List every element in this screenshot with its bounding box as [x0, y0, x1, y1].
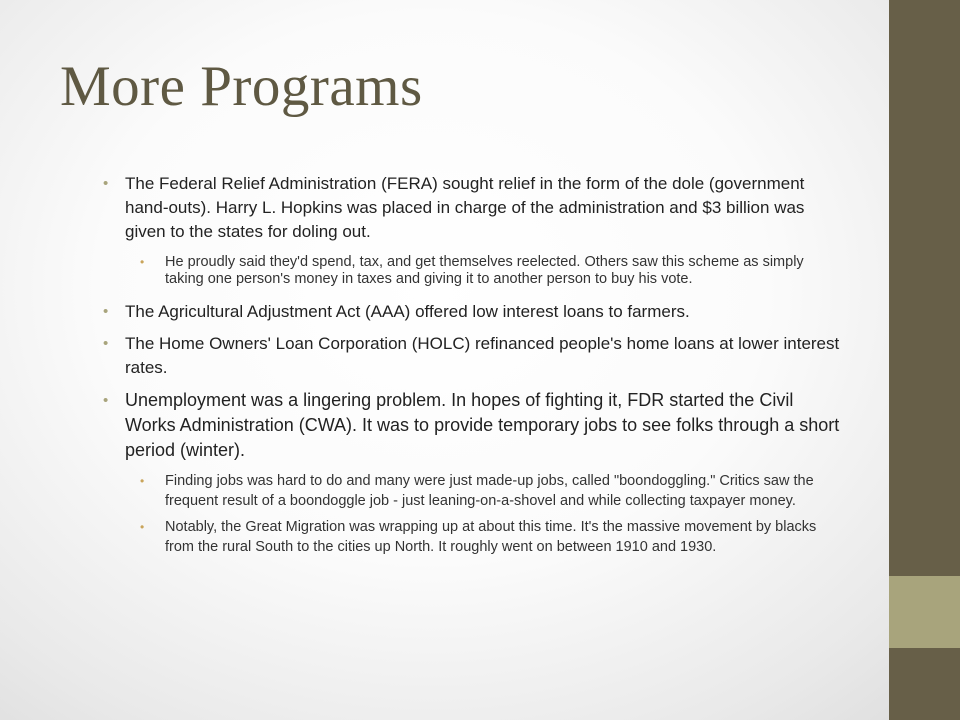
sub-bullet-text: He proudly said they'd spend, tax, and get themselves reelected. Others saw this scheme as simply taking one person's money in taxes and giving it to another person to buy his vote. [165, 254, 804, 287]
sub-bullet-text: Finding jobs was hard to do and many were just made-up jobs, called "boondoggling." Critics saw the frequent result of a boondoggle job - just leaning-on-a-shovel and while collecting taxpayer money. [165, 473, 814, 509]
bullet-icon: • [103, 175, 109, 192]
bullet-holc [103, 332, 843, 380]
bullet-text: The Home Owners' Loan Corporation (HOLC) refinanced people's home loans at lower interest rates. [125, 334, 840, 377]
sub-bullet-list [125, 254, 843, 288]
bullet-fera [103, 172, 843, 288]
bullet-list [103, 172, 843, 557]
sidebar-accent-band [889, 576, 960, 648]
bullet-icon: • [140, 520, 145, 534]
sub-bullet-great-migration [103, 517, 843, 557]
sub-bullet-list [125, 471, 843, 557]
bullet-text: The Agricultural Adjustment Act (AAA) offered low interest loans to farmers. [125, 302, 690, 321]
bullet-icon: • [140, 255, 145, 269]
sub-bullet-text: Notably, the Great Migration was wrapping up at about this time. It's the massive movement by blacks from the rural South to the cities up North. It roughly went on between 1910 and 1930. [165, 519, 817, 555]
sub-bullet-reelected [103, 254, 843, 288]
slide-title: More Programs [60, 55, 423, 118]
bullet-aaa [103, 300, 843, 324]
bullet-cwa [103, 388, 843, 557]
bullet-text: Unemployment was a lingering problem. In hopes of fighting it, FDR started the Civil Works Administration (CWA). It was to provide temporary jobs to see folks through a short period (winter). [125, 390, 840, 460]
sub-bullet-boondoggling [103, 471, 843, 511]
bullet-icon: • [140, 474, 145, 488]
bullet-icon: • [103, 335, 109, 352]
bullet-text: The Federal Relief Administration (FERA) sought relief in the form of the dole (government hand-outs). Harry L. Hopkins was placed in charge of the administration and $3 billion was given to the states for doling out. [125, 174, 805, 241]
slide-content [103, 172, 843, 557]
bullet-icon: • [103, 303, 109, 320]
bullet-icon: • [103, 392, 109, 409]
